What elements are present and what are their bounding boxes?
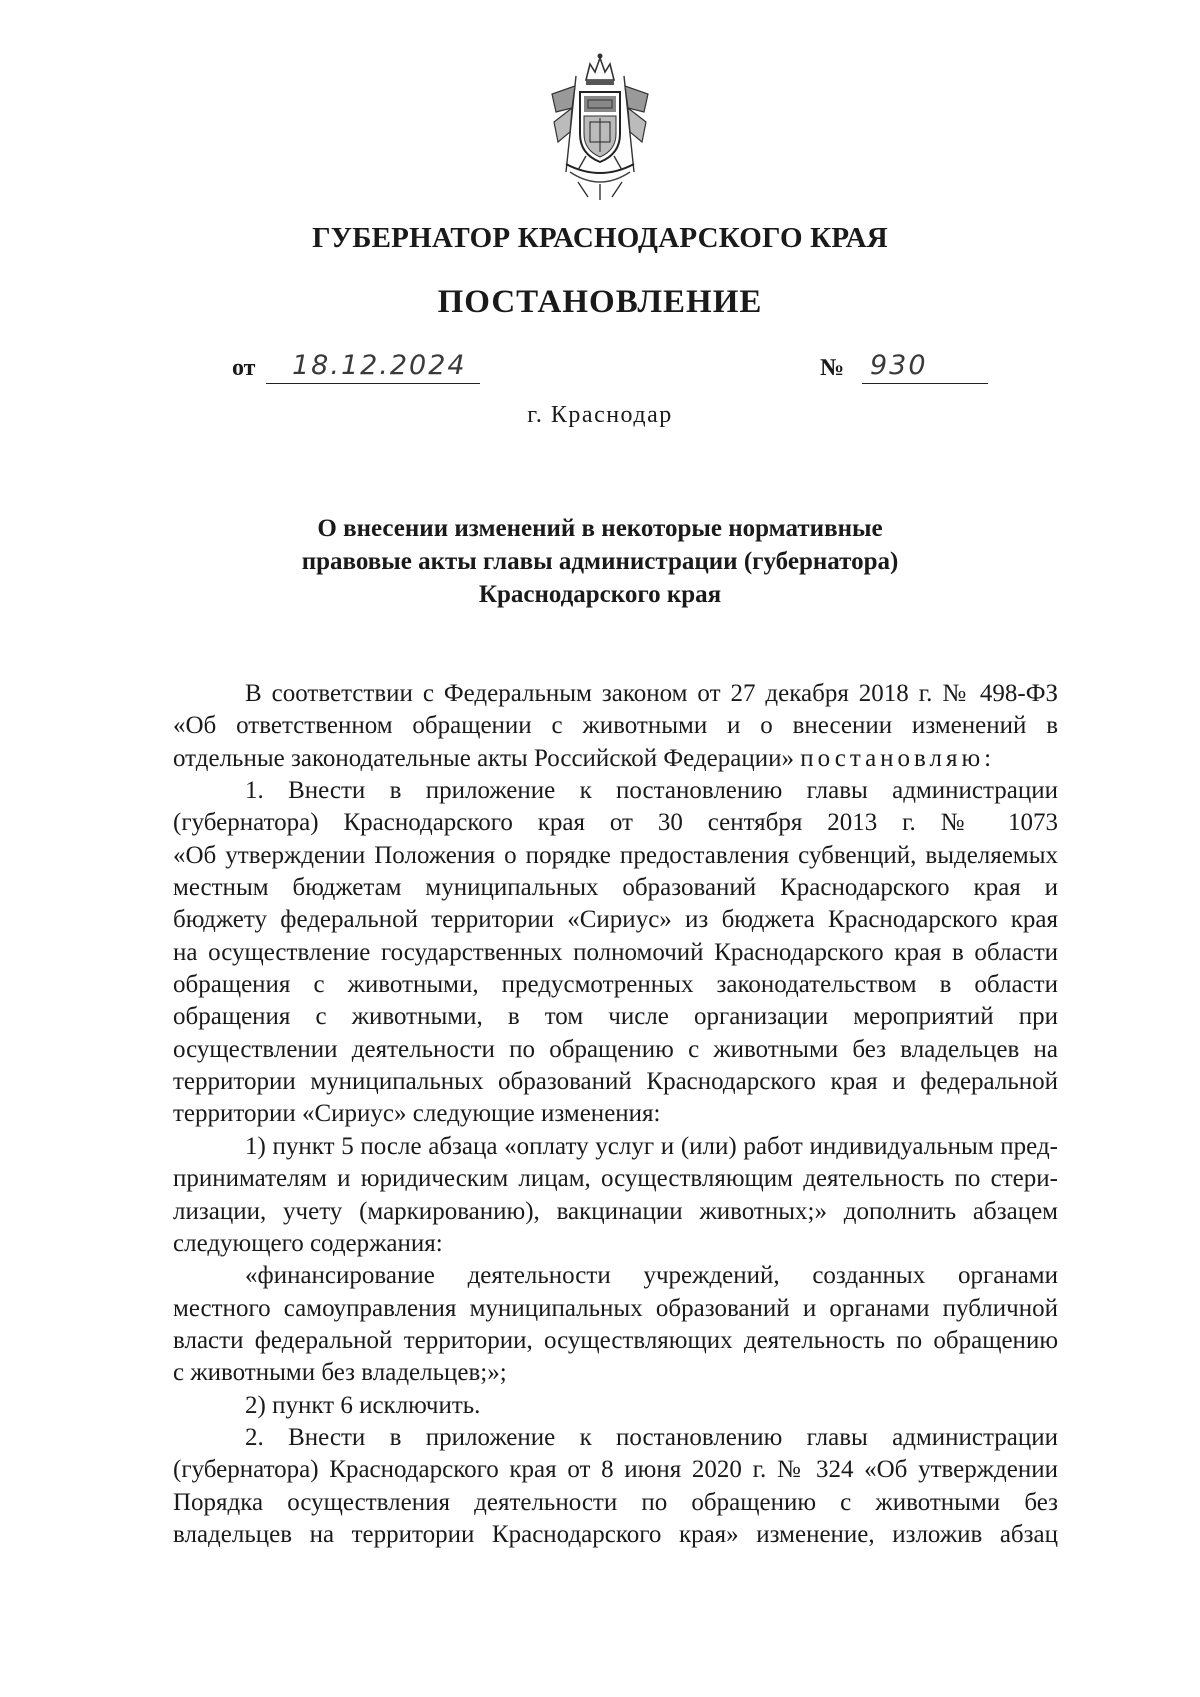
subject-line: Краснодарского края xyxy=(478,581,722,608)
body-line: 1) пункт 5 после абзаца «оплату услуг и (или) работ индивидуальным пред- xyxy=(245,1132,1058,1160)
body-line: бюджету федеральной территории «Сириус» из бюджета Краснодарского края xyxy=(173,906,1058,934)
body-line: осуществлении деятельности по обращению с животными без владельцев на xyxy=(173,1035,1058,1063)
body-line: (губернатора) Краснодарского края от 30 сентября 2013 г. № 1073 xyxy=(173,809,1058,837)
body-line: на осуществление государственных полномочий Краснодарского края в области xyxy=(173,938,1058,966)
body-line: местным бюджетам муниципальных образований Краснодарского края и xyxy=(173,874,1058,902)
number-field xyxy=(862,349,988,384)
body-line: власти федеральной территории, осуществляющих деятельность по обращению xyxy=(173,1326,1058,1354)
body-line: с животными без владельцев;»; xyxy=(173,1359,507,1387)
date-number-line xyxy=(232,350,988,390)
date-prefix: от xyxy=(232,355,256,381)
body-line: «Об утверждении Положения о порядке предоставления субвенций, выделяемых xyxy=(173,841,1058,869)
date-field xyxy=(266,349,480,384)
body-line: В соответствии с Федеральным законом от 27 декабря 2018 г. № 498-ФЗ xyxy=(245,680,1058,707)
body-line: территории «Сириус» следующие изменения: xyxy=(173,1100,661,1128)
body-line xyxy=(173,743,1058,775)
body-line: местного самоуправления муниципальных образований и органами публичной xyxy=(173,1294,1058,1322)
body-line: принимателям и юридическим лицам, осуществляющим деятельность по стери- xyxy=(173,1165,1058,1193)
body-line: следующего содержания: xyxy=(173,1229,443,1257)
place-of-issue: г. Краснодар xyxy=(527,402,673,428)
body-line: «Об ответственном обращении с животными и о внесении изменений в xyxy=(173,712,1058,740)
subject-line: правовые акты главы администрации (губернатора) xyxy=(301,548,899,575)
body-line: Порядка осуществления деятельности по обращению с животными без xyxy=(173,1488,1058,1516)
body-line: «финансирование деятельности учреждений, созданных органами xyxy=(245,1262,1058,1290)
handwritten-number: 930 xyxy=(870,350,928,381)
body-line: обращения с животными, предусмотренных законодательством в области xyxy=(173,971,1058,999)
issuing-authority: ГУБЕРНАТОР КРАСНОДАРСКОГО КРАЯ xyxy=(312,222,888,254)
body-line: территории муниципальных образований Краснодарского края и федеральной xyxy=(173,1068,1058,1096)
number-prefix: № xyxy=(820,355,845,381)
body-line: лизации, учету (маркированию), вакцинации животных;» дополнить абзацем xyxy=(173,1197,1058,1225)
coat-of-arms-icon xyxy=(548,52,652,202)
subject-line: О внесении изменений в некоторые нормативные xyxy=(317,515,883,542)
handwritten-date: 18.12.2024 xyxy=(292,350,467,381)
body-line: 2) пункт 6 исключить. xyxy=(245,1391,481,1419)
body-line: обращения с животными, в том числе организации мероприятий при xyxy=(173,1003,1058,1031)
document-type: ПОСТАНОВЛЕНИЕ xyxy=(437,284,763,320)
body-line: 2. Внести в приложение к постановлению главы администрации xyxy=(245,1423,1058,1451)
document-subject xyxy=(250,512,950,611)
operative-word: постановляю: xyxy=(800,744,996,772)
document-body xyxy=(173,678,1058,1551)
body-line: владельцев на территории Краснодарского края» изменение, изложив абзац xyxy=(173,1520,1058,1548)
preamble-text: отдельные законодательные акты Российской Федерации» xyxy=(173,744,794,772)
body-line: (губернатора) Краснодарского края от 8 июня 2020 г. № 324 «Об утверждении xyxy=(173,1456,1058,1484)
body-line: 1. Внести в приложение к постановлению главы администрации xyxy=(245,777,1058,805)
